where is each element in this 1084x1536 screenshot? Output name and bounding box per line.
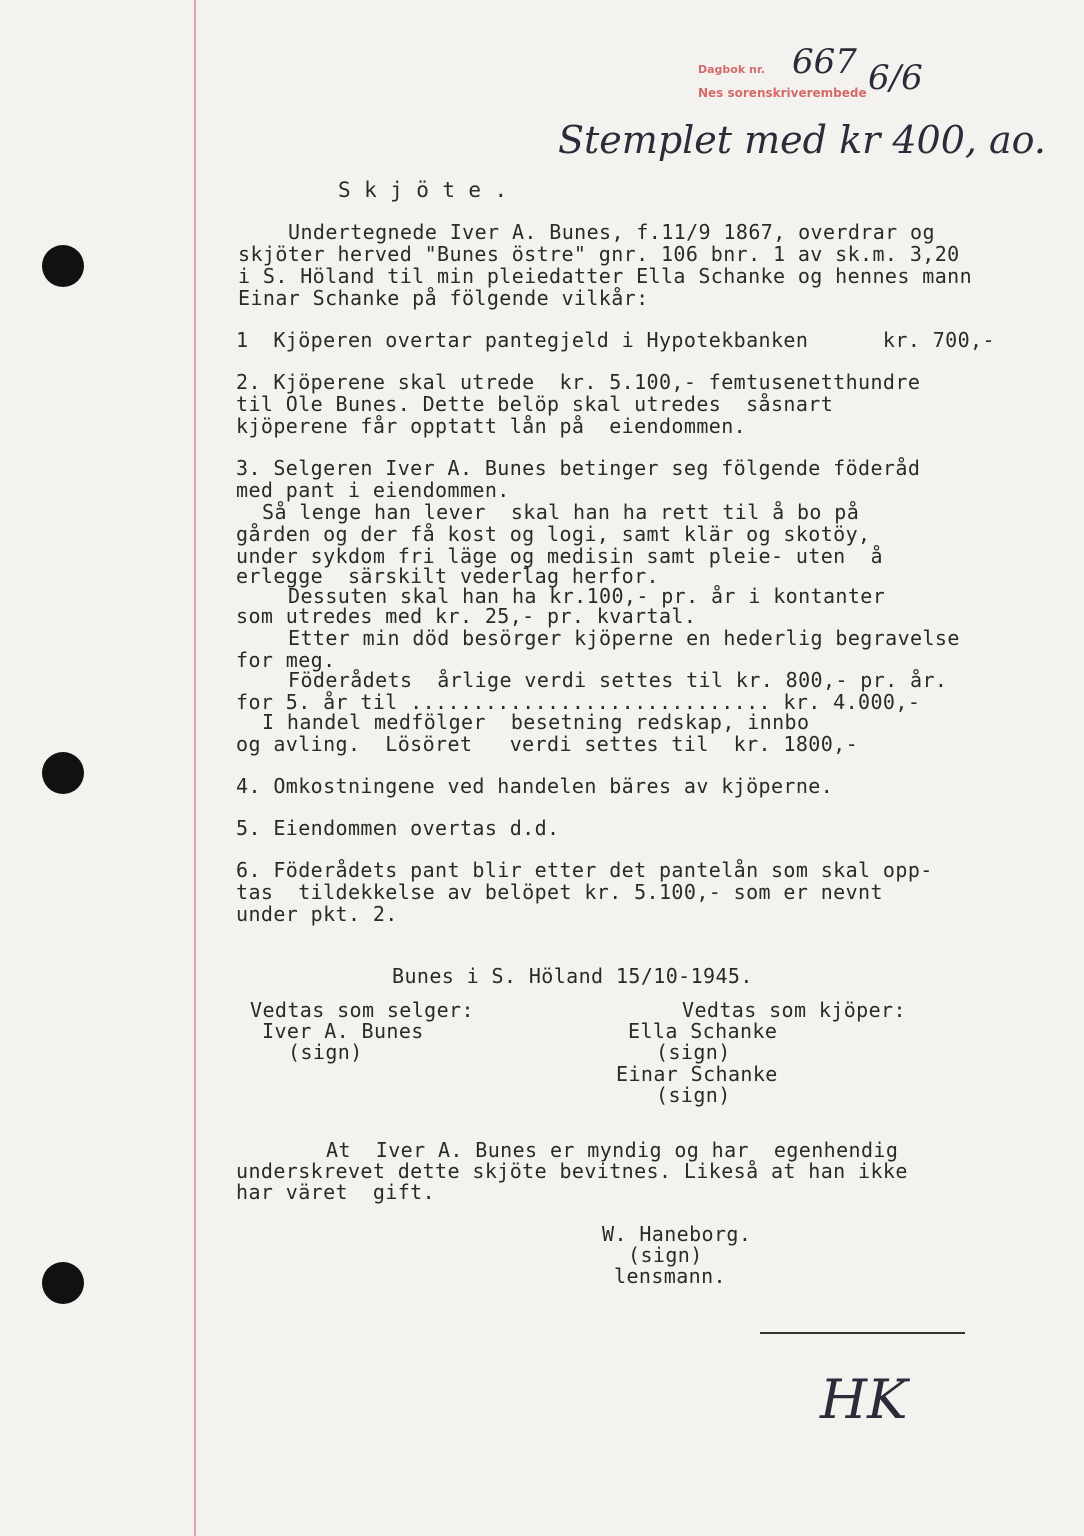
body-line: 4. Omkostningene ved handelen bäres av kjöperne. [236, 774, 834, 798]
body-line: for meg. [236, 648, 336, 672]
body-line: kjöperene får opptatt lån på eiendommen. [236, 414, 747, 438]
body-line: Einar Schanke på fölgende vilkår: [238, 286, 649, 310]
body-line: under sykdom fri läge og medisin samt pleie- uten å [236, 544, 883, 568]
witness-title: lensmann. [614, 1264, 726, 1288]
body-line: Etter min död besörger kjöperne en hederlig begravelse [288, 626, 960, 650]
body-line: 1 Kjöperen overtar pantegjeld i Hypotekbanken kr. 700,- [236, 328, 995, 352]
initials-signature: HK [820, 1368, 908, 1431]
punch-hole [42, 1262, 84, 1304]
body-line: som utredes med kr. 25,- pr. kvartal. [236, 604, 697, 628]
punch-hole [42, 245, 84, 287]
attestation-line: har väret gift. [236, 1180, 436, 1204]
body-line: Dessuten skal han ha kr.100,- pr. år i kontanter [288, 584, 886, 608]
body-line: og avling. Lösöret verdi settes til kr. 1800,- [236, 732, 859, 756]
witness-sign: (sign) [628, 1243, 703, 1267]
body-line: Undertegnede Iver A. Bunes, f.11/9 1867, overdrar og [288, 220, 935, 244]
attestation-line: At Iver A. Bunes er myndig og har egenhendig [326, 1138, 899, 1162]
body-line: 6. Föderådets pant blir etter det pantelån som skal opp- [236, 858, 933, 882]
body-line: for 5. år til ............................. kr. 4.000,- [236, 690, 921, 714]
body-line: Föderådets årlige verdi settes til kr. 800,- pr. år. [288, 668, 948, 692]
buyer-name-1: Ella Schanke [628, 1019, 778, 1043]
stamp-line-2: Nes sorenskriverembede [698, 86, 867, 100]
seller-heading: Vedtas som selger: [250, 998, 474, 1022]
place-date: Bunes i S. Höland 15/10-1945. [392, 964, 753, 988]
body-line: Så lenge han lever skal han ha rett til å bo på [262, 500, 860, 524]
body-line: tas tildekkelse av belöpet kr. 5.100,- som er nevnt [236, 880, 883, 904]
body-line: 5. Eiendommen overtas d.d. [236, 816, 560, 840]
margin-line [194, 0, 196, 1536]
body-line: gården og der få kost og logi, samt klär og skotöy, [236, 522, 871, 546]
buyer-sign-1: (sign) [656, 1040, 731, 1064]
buyer-sign-2: (sign) [656, 1083, 731, 1107]
buyer-heading: Vedtas som kjöper: [682, 998, 906, 1022]
body-line: 2. Kjöperene skal utrede kr. 5.100,- femtusenetthundre [236, 370, 921, 394]
body-line: under pkt. 2. [236, 902, 398, 926]
attestation-line: underskrevet dette skjöte bevitnes. Likeså at han ikke [236, 1159, 908, 1183]
body-line: med pant i eiendommen. [236, 478, 510, 502]
seller-sign: (sign) [288, 1040, 363, 1064]
journal-number: 667 [792, 42, 857, 82]
body-line: skjöter herved "Bunes östre" gnr. 106 bnr. 1 av sk.m. 3,20 [238, 242, 960, 266]
signature-rule [760, 1332, 965, 1334]
seller-name: Iver A. Bunes [262, 1019, 424, 1043]
stamp-line-1: Dagbok nr. [698, 63, 765, 76]
body-line: I handel medfölger besetning redskap, innbo [262, 710, 810, 734]
body-line: erlegge särskilt vederlag herfor. [236, 564, 659, 588]
journal-date: 6/6 [868, 58, 923, 98]
body-line: i S. Höland til min pleiedatter Ella Schanke og hennes mann [238, 264, 973, 288]
stamp-duty-annotation: Stemplet med kr 400, ao. [558, 118, 1046, 162]
body-line: 3. Selgeren Iver A. Bunes betinger seg fölgende föderåd [236, 456, 921, 480]
punch-hole [42, 752, 84, 794]
document-title: S k j ö t e . [338, 178, 508, 202]
buyer-name-2: Einar Schanke [616, 1062, 778, 1086]
witness-name: W. Haneborg. [602, 1222, 752, 1246]
body-line: til Ole Bunes. Dette belöp skal utredes såsnart [236, 392, 834, 416]
